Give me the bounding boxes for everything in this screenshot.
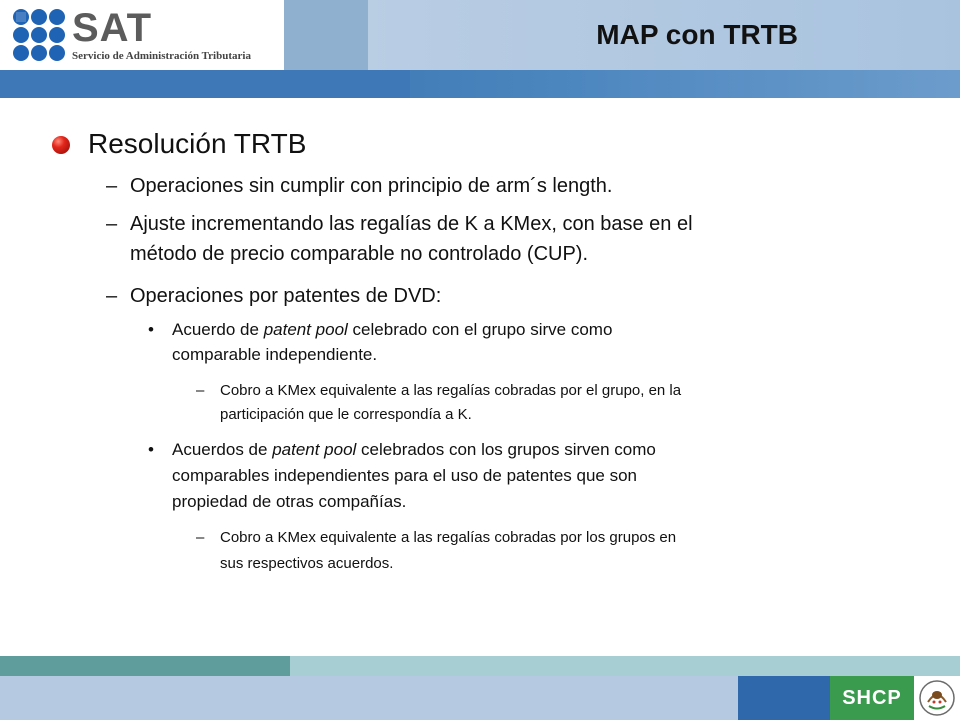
header-accent-block <box>284 0 368 70</box>
footer-strip <box>0 656 960 676</box>
mexican-seal <box>914 676 960 720</box>
title-area <box>368 0 960 70</box>
sub-item-2-pre: Acuerdos de <box>172 440 273 459</box>
level1-heading: Resolución TRTB <box>88 128 307 159</box>
slide-content <box>0 118 960 638</box>
dash-marker: – <box>106 285 118 307</box>
shcp-logo-text: SHCP <box>842 687 902 709</box>
sub-item-2-line2: comparables independientes para el uso de patentes que son <box>172 466 638 485</box>
footer-dark-block <box>738 676 830 720</box>
sub-item-1-pre: Acuerdo de <box>172 320 264 339</box>
sat-logo-grid-icon <box>12 8 66 62</box>
slide-header <box>0 0 960 98</box>
dash-marker: – <box>196 382 205 399</box>
sat-logo <box>0 0 285 70</box>
dash-marker: – <box>106 175 118 197</box>
shcp-logo <box>830 676 914 720</box>
slide-title-text: MAP con TRTB <box>596 19 798 50</box>
list-item-2-line2: método de precio comparable no controlado (CUP). <box>130 243 589 265</box>
sub-item-1-line2: comparable independiente. <box>172 345 378 364</box>
red-ball-bullet-icon <box>52 136 70 154</box>
sub-item-1-post: celebrado con el grupo sirve como <box>347 320 613 339</box>
footer-strip-green <box>0 656 290 676</box>
dash-marker: – <box>196 529 205 546</box>
header-band <box>0 70 960 98</box>
sub-item-2-line1 <box>172 438 656 462</box>
logo-text: SAT <box>72 6 153 50</box>
logo-subtext: Servicio de Administración Tributaria <box>72 50 251 62</box>
slide-title <box>368 0 960 70</box>
sub-item-2-detail-line2: sus respectivos acuerdos. <box>220 555 394 572</box>
sub-item-2-line3: propiedad de otras compañías. <box>172 492 407 511</box>
sub-item-1-detail-line1: Cobro a KMex equivalente a las regalías cobradas por el grupo, en la <box>220 382 682 399</box>
sub-item-2-post: celebrados con los grupos sirven como <box>356 440 656 459</box>
mexican-seal-icon <box>914 676 960 720</box>
sub-item-1-detail-line2: participación que le correspondía a K. <box>220 406 472 423</box>
footer-strip-light <box>290 656 960 676</box>
dash-marker: – <box>106 213 118 235</box>
sub-item-2-detail-line1: Cobro a KMex equivalente a las regalías cobradas por los grupos en <box>220 529 677 546</box>
list-item-3: Operaciones por patentes de DVD: <box>130 285 442 307</box>
list-item-1: Operaciones sin cumplir con principio de arm´s length. <box>130 175 613 197</box>
bullet-marker: • <box>148 440 154 459</box>
sub-item-1-line1 <box>172 318 612 342</box>
header-band-segment <box>0 70 410 98</box>
sub-item-2-em: patent pool <box>272 440 357 459</box>
sub-item-1-em: patent pool <box>263 320 348 339</box>
list-item-2-line1: Ajuste incrementando las regalías de K a KMex, con base en el <box>130 213 693 235</box>
bullet-marker: • <box>148 320 154 339</box>
